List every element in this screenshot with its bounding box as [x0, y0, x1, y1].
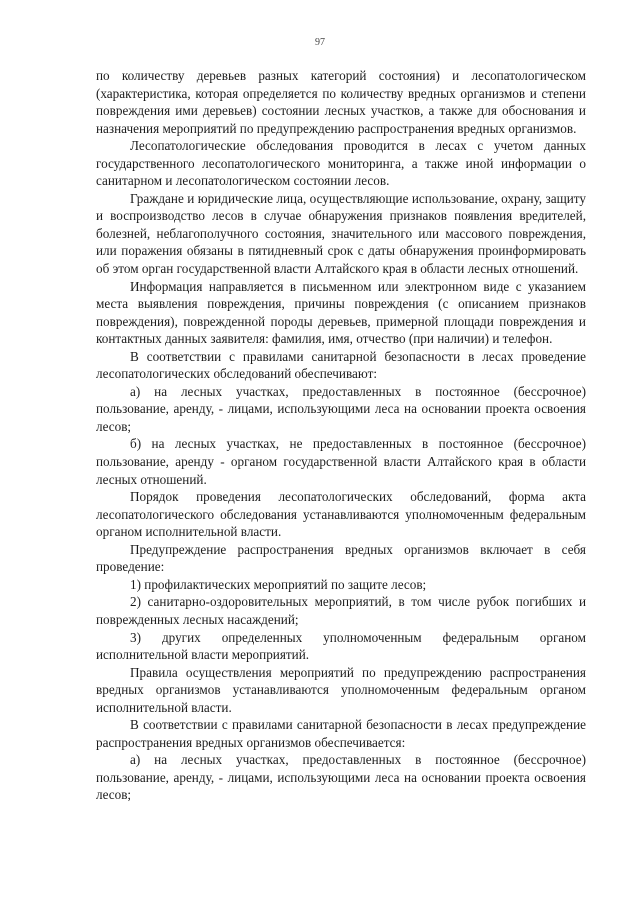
paragraph: по количеству деревьев разных категорий состояния) и лесопатологическом (характеристика, которая определяется по количеству вредных организмов и степени повреждения ими деревьев) состоянии лесных участков, а также для обоснования и назначения мероприятий по предупреждению распространения вредных организмов.: [96, 68, 586, 136]
paragraph: В соответствии с правилами санитарной безопасности в лесах предупреждение распространения вредных организмов обеспечивается:: [96, 717, 586, 750]
paragraph: 1) профилактических мероприятий по защите лесов;: [130, 576, 427, 592]
paragraph: б) на лесных участках, не предоставленных в постоянное (бессрочное) пользование, аренду - органом государственной власти Алтайского края в области лесных отношений.: [96, 436, 586, 487]
paragraph: Лесопатологические обследования проводится в лесах с учетом данных государственного лесопатологического мониторинга, а также иной информации о санитарном и лесопатологическом состоянии лесов.: [96, 138, 586, 189]
paragraph: 2) санитарно-оздоровительных мероприятий, в том числе рубок погибших и поврежденных лесных насаждений;: [96, 594, 586, 627]
paragraph: Информация направляется в письменном или электронном виде с указанием места выявления повреждения, причины повреждения (с описанием признаков повреждения), поврежденной породы деревьев, примерной площади повреждения и контактных данных заявителя: фамилия, имя, отчество (при наличии) и телефон.: [96, 278, 586, 347]
paragraph: 3) других определенных уполномоченным федеральным органом исполнительной власти мероприятий.: [96, 629, 586, 663]
paragraph: Предупреждение распространения вредных организмов включает в себя проведение:: [96, 541, 586, 575]
paragraph: Граждане и юридические лица, осуществляющие использование, охрану, защиту и воспроизводство лесов в случае обнаружения признаков появления вредителей, болезней, неблагополучного состояния, значительного или массового повреждения, или поражения обязаны в пятидневный срок с даты обнаружения проинформировать об этом орган государственной власти Алтайского края в области лесных отношений.: [96, 190, 586, 277]
paragraph: Правила осуществления мероприятий по предупреждению распространения вредных организмов устанавливаются уполномоченным федеральным органом исполнительной власти.: [96, 664, 586, 715]
paragraph: Порядок проведения лесопатологических обследований, форма акта лесопатологического обследования устанавливаются уполномоченным федеральным органом исполнительной власти.: [96, 489, 586, 540]
document-body: [96, 67, 586, 804]
paragraph: а) на лесных участках, предоставленных в постоянное (бессрочное) пользование, аренду, - лицами, использующими леса на основании проекта освоения лесов;: [96, 383, 586, 434]
paragraph: В соответствии с правилами санитарной безопасности в лесах проведение лесопатологических обследований обеспечивают:: [96, 348, 586, 382]
page-number: 97: [315, 37, 325, 48]
paragraph: а) на лесных участках, предоставленных в постоянное (бессрочное) пользование, аренду, - лицами, использующими леса на основании проекта освоения лесов;: [96, 752, 586, 803]
